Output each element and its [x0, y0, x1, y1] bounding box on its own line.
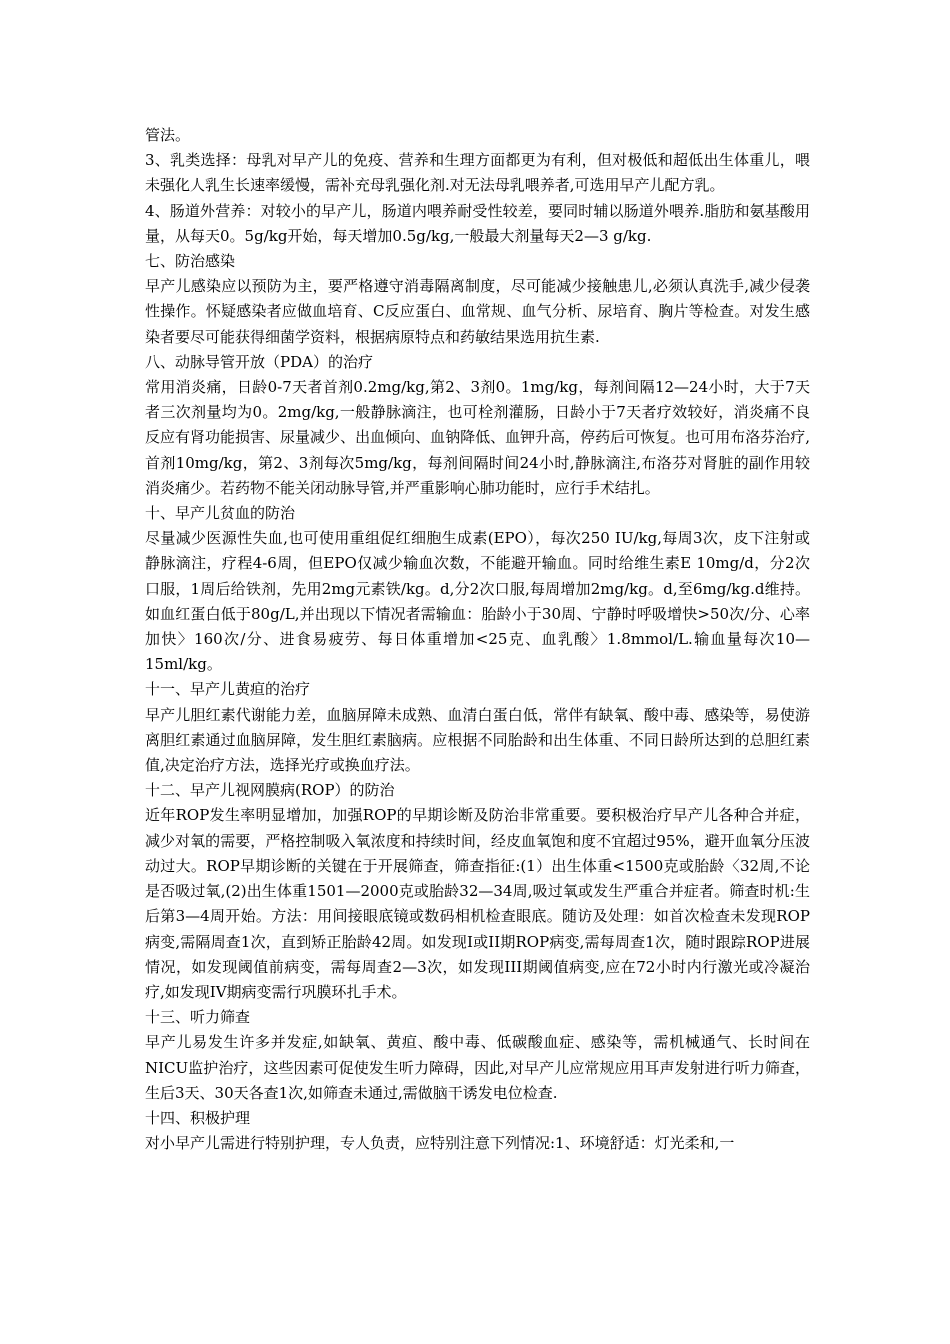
heading-hearing-screening: 十三、听力筛查 — [145, 1008, 251, 1027]
heading-active-nursing: 十四、积极护理 — [145, 1108, 251, 1127]
heading-anemia-prevention: 十、早产儿贫血的防治 — [145, 504, 296, 523]
paragraph-rop-prevention: 近年ROP发生率明显增加，加强ROP的早期诊断及防治非常重要。要积极治疗早产儿各种合并症，减少对氧的需要，严格控制吸入氧浓度和持续时间，经皮血氧饱和度不宜超过95%，避开血氧分压波动过大。ROP早期诊断的关键在于开展筛查，筛查指征:(1）出生体重<1500克或胎龄〈32周,不论是否吸过氧,(2)出生体重1501—2000克或胎龄32—34周,吸过氧或发生严重合并症者。筛查时机:生后第3—4周开始。方法：用间接眼底镜或数码相机检查眼底。随访及处理：如首次检查未发现ROP病变,需隔周查1次，直到矫正胎龄42周。如发现I或II期ROP病变,需每周查1次，随时跟踪ROP进展情况，如发现阈值前病变，需每周查2—3次，如发现III期阈值病变,应在72小时内行激光或冷凝治疗,如发现IV期病变需行巩膜环扎手术。 — [145, 806, 810, 1001]
paragraph-tube-method-end: 管法。 — [145, 126, 191, 144]
paragraph-jaundice-treatment: 早产儿胆红素代谢能力差，血脑屏障未成熟、血清白蛋白低，常伴有缺氧、酸中毒、感染等，易使游离胆红素通过血脑屏障，发生胆红素脑病。应根据不同胎龄和出生体重、不同日龄所达到的总胆红素值,决定治疗方法，选择光疗或换血疗法。 — [145, 705, 810, 775]
paragraph-anemia-prevention: 尽量减少医源性失血,也可使用重组促红细胞生成素(EPO），每次250 IU/kg,每周3次，皮下注射或静脉滴注，疗程4-6周，但EPO仅减少输血次数，不能避开输血。同时给维生素E 10mg/d，分2次口服，1周后给铁剂，先用2mg元素铁/kg。d,分2次口服,每周增加2mg/kg。d,至6mg/kg.d维持。如血红蛋白低于80g/L,并出现以下情况者需输血：胎龄小于30周、宁静时呼吸增快>50次/分、心率加快〉160次/分、进食易疲劳、每日体重增加<25克、血乳酸〉1.8mmol/L.输血量每次10—15ml/kg。 — [145, 529, 810, 674]
paragraph-milk-choice: 3、乳类选择：母乳对早产儿的免疫、营养和生理方面都更为有利，但对极低和超低出生体重儿，喂未强化人乳生长速率缓慢，需补充母乳强化剂.对无法母乳喂养者,可选用早产儿配方乳。 — [145, 151, 810, 195]
heading-infection-prevention: 七、防治感染 — [145, 252, 236, 271]
paragraph-infection-prevention: 早产儿感染应以预防为主，要严格遵守消毒隔离制度，尽可能减少接触患儿,必须认真洗手,减少侵袭性操作。怀疑感染者应做血培育、C反应蛋白、血常规、血气分析、尿培育、胸片等检查。对发生感染者要尽可能获得细菌学资料，根据病原特点和药敏结果选用抗生素. — [145, 277, 810, 346]
paragraph-active-nursing: 对小早产儿需进行特别护理，专人负责，应特别注意下列情况:1、环境舒适：灯光柔和,一 — [145, 1134, 735, 1153]
document-body — [145, 123, 810, 1156]
heading-pda-treatment: 八、动脉导管开放（PDA）的治疗 — [145, 352, 373, 371]
heading-jaundice-treatment: 十一、早产儿黄疸的治疗 — [145, 680, 311, 699]
paragraph-hearing-screening: 早产儿易发生许多并发症,如缺氧、黄疸、酸中毒、低碳酸血症、感染等，需机械通气、长时间在NICU监护治疗，这些因素可促使发生听力障碍，因此,对早产儿应常规应用耳声发射进行听力筛查，生后3天、30天各查1次,如筛查未通过,需做脑干诱发电位检查. — [145, 1033, 810, 1102]
heading-rop-prevention: 十二、早产儿视网膜病(ROP）的防治 — [145, 781, 395, 800]
paragraph-parenteral-nutrition: 4、肠道外营养：对较小的早产儿，肠道内喂养耐受性较差，要同时辅以肠道外喂养.脂肪和氨基酸用量，从每天0。5g/kg开始，每天增加0.5g/kg,一般最大剂量每天2—3 g/kg. — [145, 201, 810, 245]
paragraph-pda-treatment: 常用消炎痛，日龄0-7天者首剂0.2mg/kg,第2、3剂0。1mg/kg，每剂间隔12—24小时，大于7天者三次剂量均为0。2mg/kg,一般静脉滴注，也可栓剂灌肠，日龄小于7天者疗效较好，消炎痛不良反应有肾功能损害、尿量减少、出血倾向、血钠降低、血钾升高，停药后可恢复。也可用布洛芬治疗,首剂10mg/kg，第2、3剂每次5mg/kg，每剂间隔时间24小时,静脉滴注,布洛芬对肾脏的副作用较消炎痛少。若药物不能关闭动脉导管,并严重影响心肺功能时，应行手术结扎。 — [145, 378, 810, 497]
